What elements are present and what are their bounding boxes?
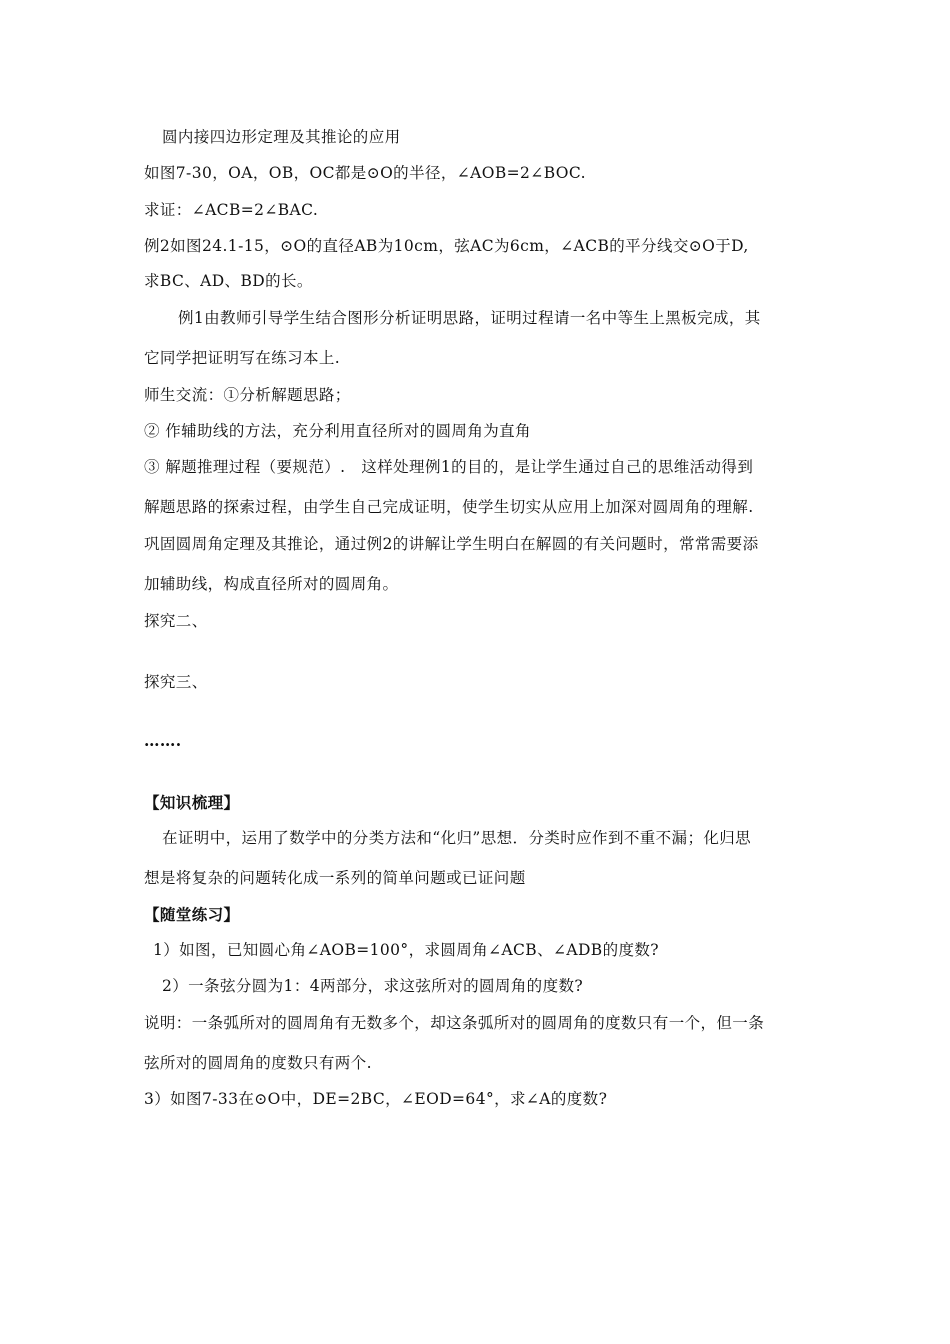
discussion-line-3: ③ 解题推理过程（要规范）. 这样处理例1的目的，是让学生通过自己的思维活动得到: [144, 458, 754, 476]
discussion-line-6: 加辅助线，构成直径所对的圆周角。: [144, 575, 399, 593]
explanation-line-1: 说明：一条弧所对的圆周角有无数多个，却这条弧所对的圆周角的度数只有一个，但一条: [144, 1014, 765, 1032]
discussion-line-2: ② 作辅助线的方法，充分利用直径所对的圆周角为直角: [144, 422, 531, 440]
discussion-line-1: 师生交流：①分析解题思路；: [144, 386, 351, 404]
practice-question-2: 2）一条弦分圆为1：4两部分，求这弦所对的圆周角的度数?: [162, 977, 584, 995]
example-1-proof-goal: 求证：∠ACB=2∠BAC.: [144, 201, 319, 219]
ellipsis-text: …….: [144, 731, 182, 750]
explore-3-heading: 探究三、: [144, 673, 208, 691]
explore-2-heading: 探究二、: [144, 612, 208, 630]
example-1-statement: 如图7-30，OA，OB，OC都是⊙O的半径，∠AOB=2∠BOC.: [144, 164, 586, 182]
practice-question-3: 3）如图7-33在⊙O中，DE=2BC，∠EOD=64°，求∠A的度数?: [144, 1090, 608, 1108]
teaching-note-line-2: 它同学把证明写在练习本上.: [144, 349, 341, 367]
knowledge-summary-line-2: 想是将复杂的问题转化成一系列的简单问题或已证问题: [144, 869, 526, 887]
explanation-line-2: 弦所对的圆周角的度数只有两个.: [144, 1054, 372, 1072]
knowledge-summary-line-1: 在证明中，运用了数学中的分类方法和“化归”思想．分类时应作到不重不漏；化归思: [162, 829, 752, 847]
knowledge-summary-heading: 【知识梳理】: [144, 793, 240, 812]
practice-heading: 【随堂练习】: [144, 905, 240, 924]
section-heading: 圆内接四边形定理及其推论的应用: [162, 128, 401, 146]
example-2-statement: 例2如图24.1-15，⊙O的直径AB为10cm，弦AC为6cm，∠ACB的平分线交⊙O于D,: [144, 237, 749, 255]
discussion-line-4: 解题思路的探索过程，由学生自己完成证明，使学生切实从应用上加深对圆周角的理解.: [144, 498, 754, 516]
discussion-line-5: 巩固圆周角定理及其推论，通过例2的讲解让学生明白在解圆的有关问题时，常常需要添: [144, 535, 759, 553]
example-2-question: 求BC、AD、BD的长。: [144, 272, 313, 290]
practice-question-1: 1）如图，已知圆心角∠AOB=100°，求圆周角∠ACB、∠ADB的度数?: [153, 941, 660, 959]
teaching-note-line-1: 例1由教师引导学生结合图形分析证明思路，证明过程请一名中等生上黑板完成，其: [178, 309, 761, 327]
